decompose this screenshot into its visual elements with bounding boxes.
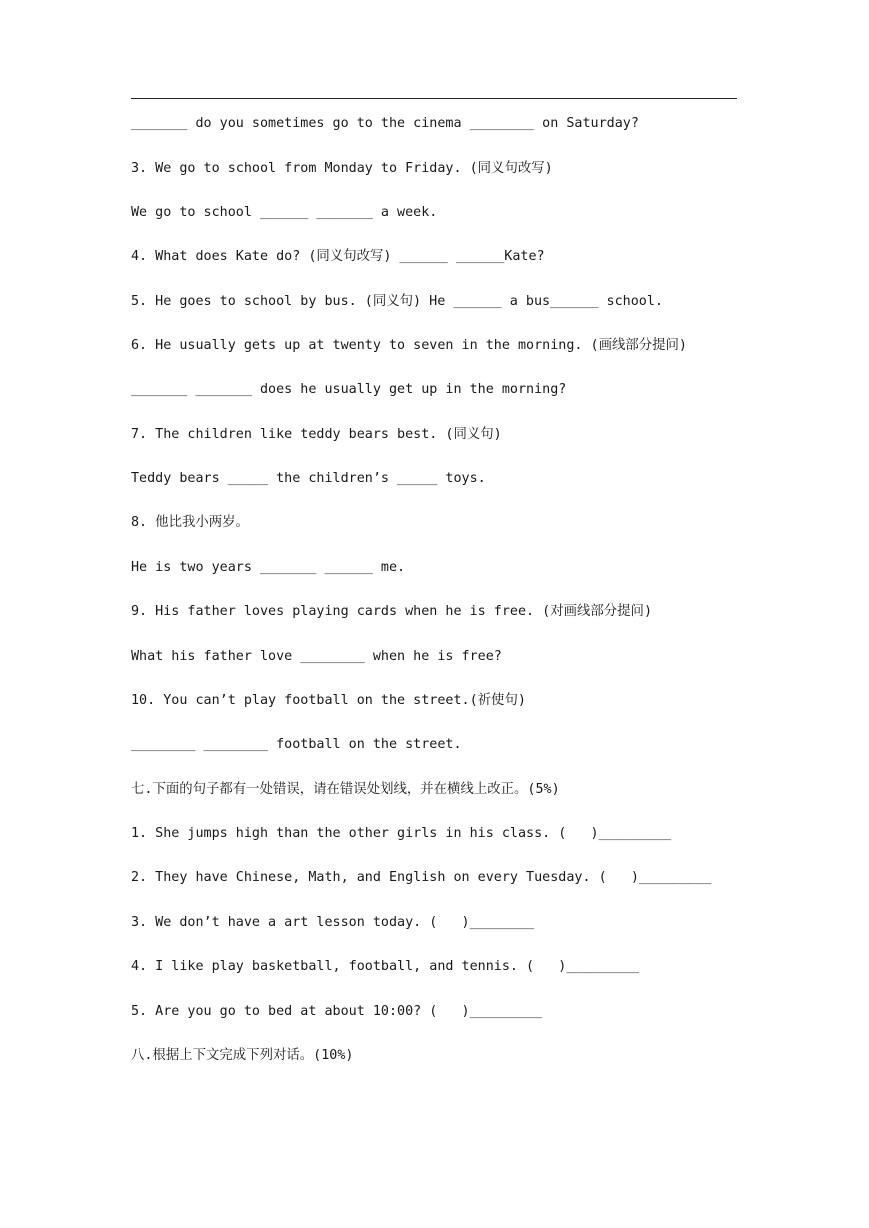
question-10-answer-line: ________ ________ football on the street.	[131, 737, 462, 752]
question-6-answer-line: _______ _______ does he usually get up in the morning?	[131, 382, 567, 397]
question-4-prompt: 4. What does Kate do? (同义句改写) ______ ______Kate?	[131, 249, 545, 264]
error-correction-item-3: 3. We don’t have a art lesson today. ( )________	[131, 915, 535, 930]
header-rule	[131, 98, 737, 99]
question-7-prompt: 7. The children like teddy bears best. (同义句)	[131, 427, 502, 442]
section-7-heading: 七.下面的句子都有一处错误，请在错误处划线，并在横线上改正。(5%)	[131, 782, 560, 797]
question-9-answer-line: What his father love ________ when he is free?	[131, 649, 502, 664]
question-6-prompt: 6. He usually gets up at twenty to seven in the morning. (画线部分提问)	[131, 338, 687, 353]
error-correction-item-1: 1. She jumps high than the other girls in his class. ( )_________	[131, 826, 672, 841]
question-10-prompt: 10. You can’t play football on the street.(祈使句)	[131, 693, 526, 708]
question-8-answer-line: He is two years _______ ______ me.	[131, 560, 406, 575]
question-3-prompt: 3. We go to school from Monday to Friday. (同义句改写)	[131, 161, 553, 176]
question-8-prompt: 8. 他比我小两岁。	[131, 515, 249, 530]
error-correction-item-5: 5. Are you go to bed at about 10:00? ( )_________	[131, 1004, 543, 1019]
question-7-answer-line: Teddy bears _____ the children’s _____ toys.	[131, 471, 486, 486]
section-8-heading: 八.根据上下文完成下列对话。(10%)	[131, 1048, 354, 1063]
question-3-answer-line: We go to school ______ _______ a week.	[131, 205, 438, 220]
question-9-prompt: 9. His father loves playing cards when he is free. (对画线部分提问)	[131, 604, 653, 619]
error-correction-item-2: 2. They have Chinese, Math, and English on every Tuesday. ( )_________	[131, 870, 712, 885]
error-correction-item-4: 4. I like play basketball, football, and tennis. ( )_________	[131, 959, 639, 974]
question-2-blank-line: _______ do you sometimes go to the cinema ________ on Saturday?	[131, 116, 639, 131]
question-5-prompt: 5. He goes to school by bus. (同义句) He ______ a bus______ school.	[131, 294, 663, 309]
